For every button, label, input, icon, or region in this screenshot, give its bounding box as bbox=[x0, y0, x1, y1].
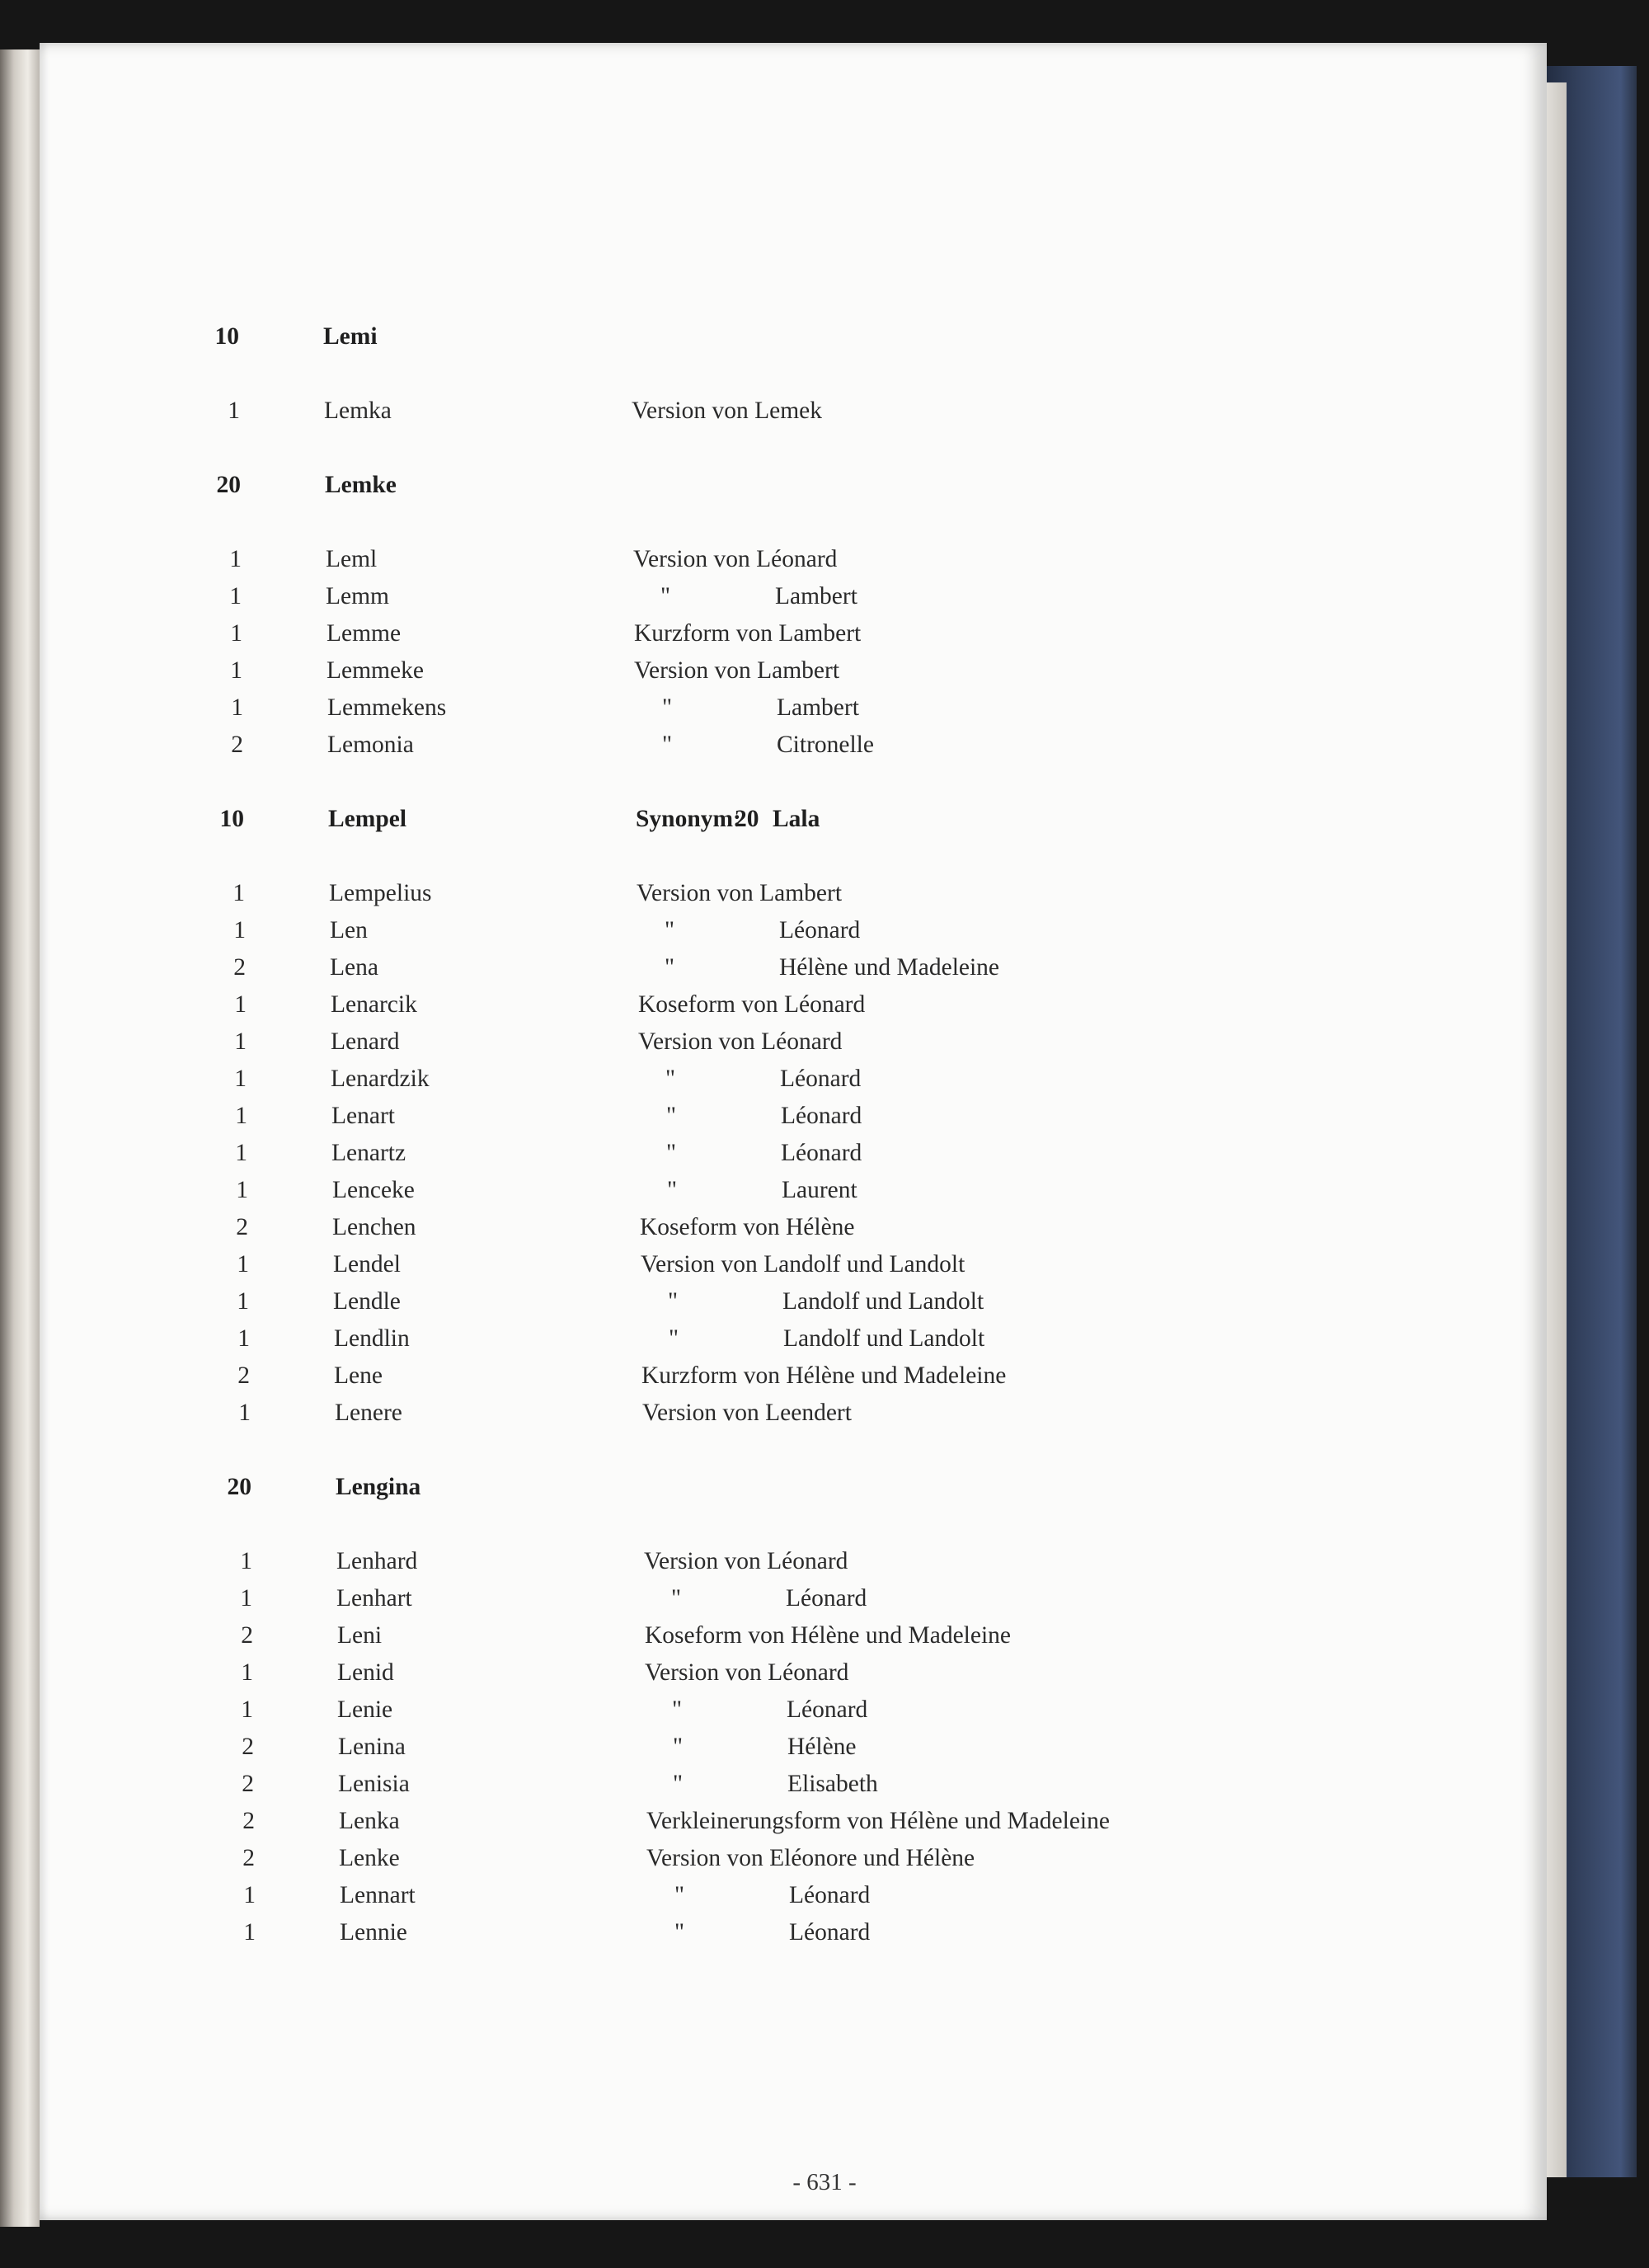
entry-name: Lemmeke bbox=[327, 657, 424, 684]
ditto-mark: " bbox=[671, 1585, 682, 1612]
list-item bbox=[40, 614, 1524, 652]
list-item bbox=[40, 1654, 1524, 1692]
ditto-mark: " bbox=[673, 1734, 684, 1760]
entry-name: Lenisia bbox=[338, 1771, 410, 1797]
entry-count: 1 bbox=[229, 546, 242, 572]
ditto-mark: " bbox=[674, 1882, 685, 1908]
entry-name: Lengina bbox=[336, 1474, 421, 1500]
entry-count: 1 bbox=[234, 1066, 247, 1092]
entry-count: 20 bbox=[227, 1474, 251, 1500]
list-item bbox=[40, 1282, 1524, 1320]
entry-name: Lenhart bbox=[336, 1585, 412, 1612]
entry-count: 1 bbox=[235, 1103, 247, 1129]
entry-count: 2 bbox=[242, 1845, 255, 1871]
ditto-mark: " bbox=[665, 1066, 676, 1092]
entry-count: 2 bbox=[233, 954, 246, 981]
entry-count: 1 bbox=[229, 583, 242, 609]
ditto-mark: " bbox=[667, 1177, 678, 1203]
entry-reference: Léonard bbox=[786, 1585, 867, 1612]
entry-name: Lenhard bbox=[336, 1548, 418, 1574]
entry-description: Version von Eléonore und Hélène bbox=[646, 1845, 975, 1871]
list-item bbox=[40, 874, 1524, 912]
list-item bbox=[40, 1913, 1524, 1951]
list-item bbox=[40, 1579, 1524, 1617]
entry-count: 1 bbox=[234, 1028, 247, 1055]
entry-name: Lenka bbox=[339, 1808, 400, 1834]
entry-description: Version von Leendert bbox=[642, 1400, 852, 1426]
entry-name: Lenke bbox=[339, 1845, 400, 1871]
list-item bbox=[40, 1134, 1524, 1172]
list-item bbox=[40, 1691, 1524, 1729]
list-item bbox=[40, 652, 1524, 689]
ditto-mark: " bbox=[666, 1140, 677, 1166]
entry-reference: Léonard bbox=[787, 1696, 868, 1723]
entry-name: Lendel bbox=[333, 1251, 401, 1278]
entry-name: Lenchen bbox=[332, 1214, 416, 1240]
entry-count: 2 bbox=[242, 1808, 255, 1834]
synonym-name: Lala bbox=[773, 806, 820, 832]
ditto-mark: " bbox=[666, 1103, 677, 1129]
list-item bbox=[40, 540, 1524, 578]
entry-count: 1 bbox=[240, 1548, 252, 1574]
entry-name: Len bbox=[330, 917, 368, 943]
entry-count: 2 bbox=[242, 1734, 254, 1760]
entry-name: Lenartz bbox=[331, 1140, 406, 1166]
entry-description: Version von Léonard bbox=[645, 1659, 849, 1686]
ditto-mark: " bbox=[662, 732, 673, 758]
entry-count: 1 bbox=[241, 1659, 253, 1686]
list-item bbox=[40, 911, 1524, 949]
list-item bbox=[40, 1208, 1524, 1246]
page-number: - 631 - bbox=[792, 2169, 857, 2195]
list-item bbox=[40, 318, 1524, 355]
entry-description: Version von Léonard bbox=[644, 1548, 848, 1574]
entry-count: 1 bbox=[240, 1585, 252, 1612]
entry-count: 20 bbox=[216, 472, 241, 498]
entry-name: Lempel bbox=[328, 806, 407, 832]
entry-description: Version von Landolf und Landolt bbox=[641, 1251, 965, 1278]
list-item bbox=[40, 1616, 1524, 1654]
entry-name: Leni bbox=[337, 1622, 383, 1649]
entry-count: 1 bbox=[233, 880, 245, 906]
entry-description: Verkleinerungsform von Hélène und Madeleine bbox=[646, 1808, 1110, 1834]
ditto-mark: " bbox=[673, 1771, 684, 1797]
entry-name: Lenart bbox=[331, 1103, 395, 1129]
entry-reference: Léonard bbox=[780, 1066, 862, 1092]
entry-count: 1 bbox=[235, 1140, 247, 1166]
entry-count: 1 bbox=[230, 620, 242, 647]
entry-count: 2 bbox=[231, 732, 243, 758]
entry-description: Version von Léonard bbox=[633, 546, 838, 572]
ditto-mark: " bbox=[662, 694, 673, 721]
entry-reference: Hélène bbox=[787, 1734, 857, 1760]
entry-reference: Elisabeth bbox=[787, 1771, 878, 1797]
entry-name: Lenid bbox=[337, 1659, 394, 1686]
ditto-mark: " bbox=[668, 1288, 679, 1315]
list-item bbox=[40, 466, 1524, 504]
list-item bbox=[40, 1802, 1524, 1840]
entry-reference: Citronelle bbox=[777, 732, 874, 758]
entry-count: 1 bbox=[237, 1251, 249, 1278]
entry-name: Leml bbox=[326, 546, 378, 572]
entry-description: Version von Lambert bbox=[637, 880, 843, 906]
list-item bbox=[40, 1357, 1524, 1395]
entry-name: Lenarcik bbox=[331, 991, 417, 1018]
entry-name: Lendle bbox=[333, 1288, 401, 1315]
list-item bbox=[40, 726, 1524, 764]
entry-count: 1 bbox=[237, 1325, 250, 1352]
ditto-mark: " bbox=[665, 954, 675, 981]
entry-reference: Léonard bbox=[781, 1103, 862, 1129]
entry-reference: Léonard bbox=[779, 917, 861, 943]
entry-reference: Léonard bbox=[789, 1919, 871, 1946]
entry-description: Koseform von Léonard bbox=[638, 991, 866, 1018]
entry-count: 10 bbox=[219, 806, 244, 832]
entry-name: Lenere bbox=[335, 1400, 402, 1426]
entry-name: Lemme bbox=[327, 620, 402, 647]
entry-reference: Lambert bbox=[777, 694, 859, 721]
entry-name: Lenard bbox=[331, 1028, 400, 1055]
list-item bbox=[40, 1097, 1524, 1135]
ditto-mark: " bbox=[660, 583, 671, 609]
list-item bbox=[40, 1023, 1524, 1061]
entry-name: Lennart bbox=[340, 1882, 416, 1908]
list-item bbox=[40, 1171, 1524, 1209]
entry-reference: Landolf und Landolt bbox=[782, 1288, 984, 1315]
entry-reference: Léonard bbox=[789, 1882, 871, 1908]
entry-name: Lenina bbox=[338, 1734, 406, 1760]
entry-reference: Léonard bbox=[781, 1140, 862, 1166]
entry-description: Kurzform von Hélène und Madeleine bbox=[641, 1362, 1007, 1389]
entry-count: 1 bbox=[237, 1288, 249, 1315]
list-item bbox=[40, 392, 1524, 430]
entry-reference: Laurent bbox=[782, 1177, 857, 1203]
entry-name: Lemm bbox=[326, 583, 390, 609]
list-item bbox=[40, 1542, 1524, 1580]
entry-count: 1 bbox=[234, 991, 247, 1018]
entry-name: Lennie bbox=[340, 1919, 407, 1946]
entry-count: 1 bbox=[236, 1177, 248, 1203]
entry-name: Lendlin bbox=[334, 1325, 410, 1352]
list-item bbox=[40, 986, 1524, 1023]
entry-name: Lemi bbox=[323, 323, 378, 350]
entry-reference: Lambert bbox=[775, 583, 857, 609]
entry-name: Lemonia bbox=[327, 732, 414, 758]
entry-count: 2 bbox=[241, 1622, 253, 1649]
list-item bbox=[40, 1876, 1524, 1914]
ditto-mark: " bbox=[672, 1696, 683, 1723]
entry-name: Lenceke bbox=[332, 1177, 415, 1203]
entry-description: Koseform von Hélène und Madeleine bbox=[645, 1622, 1011, 1649]
entry-count: 2 bbox=[237, 1362, 250, 1389]
entry-count: 2 bbox=[236, 1214, 248, 1240]
entry-count: 1 bbox=[243, 1919, 256, 1946]
entry-count: 1 bbox=[233, 917, 246, 943]
list-item bbox=[40, 1839, 1524, 1877]
entry-description: Version von Lemek bbox=[632, 398, 823, 424]
entry-description: Version von Léonard bbox=[638, 1028, 843, 1055]
synonym-count: 20 bbox=[735, 806, 759, 832]
list-item bbox=[40, 948, 1524, 986]
entry-count: 2 bbox=[242, 1771, 254, 1797]
entry-description: Version von Lambert bbox=[634, 657, 840, 684]
entry-description: Kurzform von Lambert bbox=[634, 620, 862, 647]
book-page bbox=[40, 43, 1547, 2220]
list-item bbox=[40, 1320, 1524, 1358]
entry-count: 1 bbox=[238, 1400, 251, 1426]
entry-count: 1 bbox=[243, 1882, 256, 1908]
ditto-mark: " bbox=[665, 917, 675, 943]
ditto-mark: " bbox=[669, 1325, 679, 1352]
entry-reference: Hélène und Madeleine bbox=[779, 954, 1000, 981]
entry-count: 10 bbox=[214, 323, 239, 350]
entry-name: Lenie bbox=[337, 1696, 393, 1723]
entry-description: Synonym: bbox=[636, 806, 741, 832]
entry-name: Lenardzik bbox=[331, 1066, 430, 1092]
list-item bbox=[40, 1394, 1524, 1432]
entry-name: Lempelius bbox=[329, 880, 432, 906]
entry-name: Lena bbox=[330, 954, 378, 981]
entry-name: Lene bbox=[334, 1362, 383, 1389]
list-item bbox=[40, 689, 1524, 727]
list-item bbox=[40, 800, 1524, 838]
entry-count: 1 bbox=[241, 1696, 253, 1723]
entry-count: 1 bbox=[231, 694, 243, 721]
entry-reference: Landolf und Landolt bbox=[783, 1325, 985, 1352]
entry-name: Lemmekens bbox=[327, 694, 447, 721]
entry-name: Lemke bbox=[325, 472, 397, 498]
left-page-edge bbox=[0, 49, 40, 2227]
entry-count: 1 bbox=[230, 657, 242, 684]
list-item bbox=[40, 1060, 1524, 1098]
list-item bbox=[40, 1245, 1524, 1283]
entry-description: Koseform von Hélène bbox=[640, 1214, 855, 1240]
list-item bbox=[40, 1468, 1524, 1506]
list-item bbox=[40, 1728, 1524, 1766]
list-item bbox=[40, 577, 1524, 615]
ditto-mark: " bbox=[674, 1919, 685, 1946]
list-item bbox=[40, 1765, 1524, 1803]
entry-name: Lemka bbox=[324, 398, 392, 424]
entry-count: 1 bbox=[228, 398, 240, 424]
